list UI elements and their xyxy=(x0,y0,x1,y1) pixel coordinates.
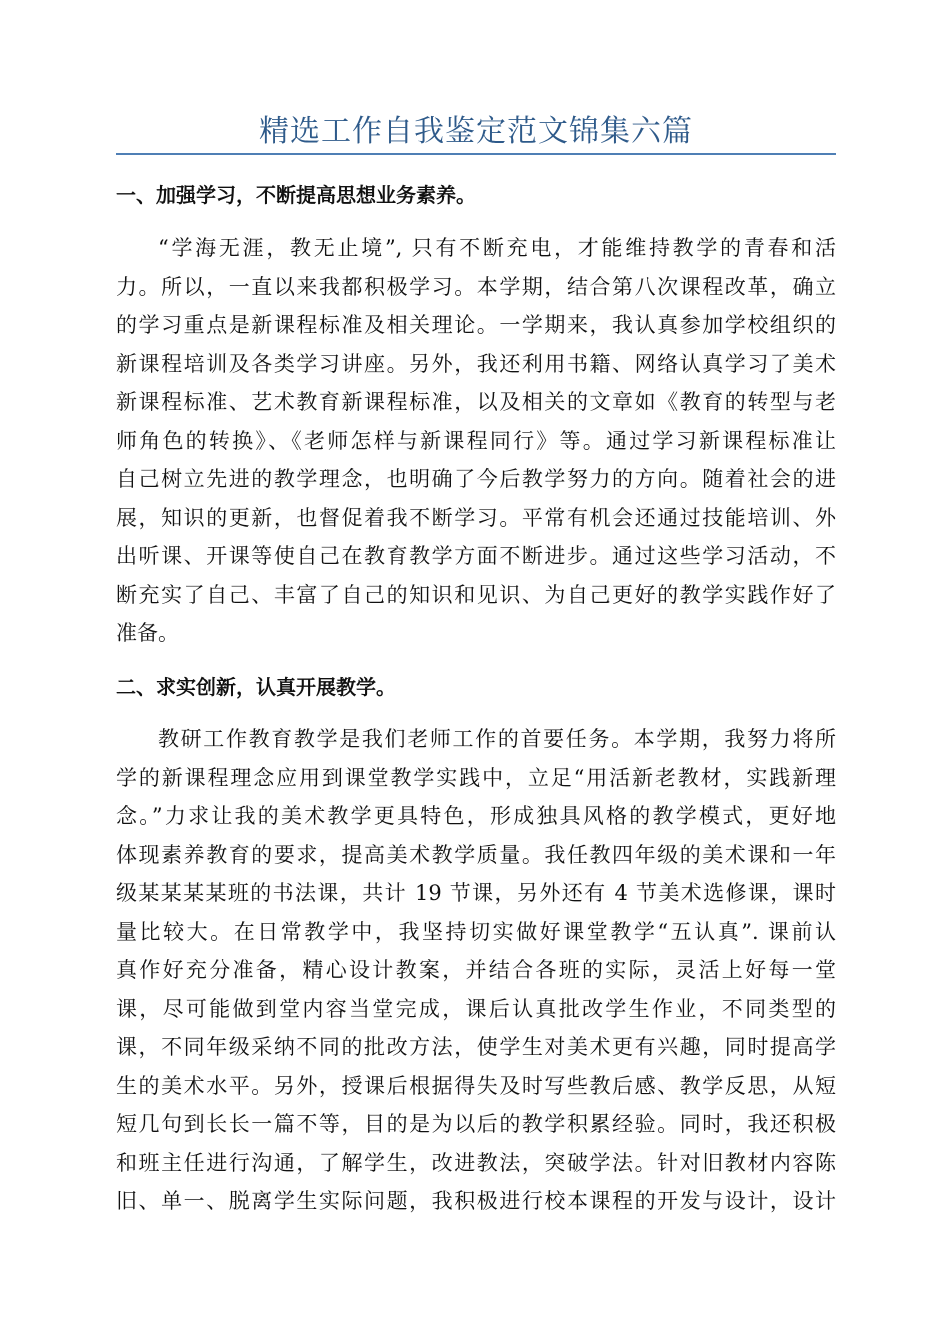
document-title: 精选工作自我鉴定范文锦集六篇 xyxy=(259,114,693,149)
paragraph-line: 展，知识的更新，也督促着我不断学习。平常有机会还通过技能培训、外 xyxy=(116,505,836,530)
paragraph-line: 教研工作教育教学是我们老师工作的首要任务。本学期，我努力将所 xyxy=(158,727,836,751)
paragraph-line: 新课程标准、艺术教育新课程标准，以及相关的文章如《教育的转型与老 xyxy=(116,390,836,414)
paragraph-line: 体现素养教育的要求，提高美术教学质量。我任教四年级的美术课和一年 xyxy=(116,842,836,867)
section-heading-1: 一、加强学习，不断提高思想业务素养。 xyxy=(116,183,476,207)
paragraph-line: 的学习重点是新课程标准及相关理论。一学期来，我认真参加学校组织的 xyxy=(116,313,836,337)
paragraph-line: 学的新课程理念应用到课堂教学实践中，立足“用活新老教材，实践新理 xyxy=(116,765,836,790)
section-paragraph-1 xyxy=(116,229,836,653)
paragraph-line: “学海无涯，教无止境”, 只有不断充电，才能维持教学的青春和活 xyxy=(158,236,836,260)
paragraph-line: 级某某某某班的书法课，共计 19 节课，另外还有 4 节美术选修课，课时 xyxy=(116,881,836,905)
paragraph-line: 短几句到长长一篇不等，目的是为以后的教学积累经验。同时，我还积极 xyxy=(116,1112,836,1136)
paragraph-line: 旧、单一、脱离学生实际问题，我积极进行校本课程的开发与设计，设计 xyxy=(116,1189,836,1213)
paragraph-line: 课，不同年级采纳不同的批改方法，使学生对美术更有兴趣，同时提高学 xyxy=(116,1035,836,1059)
paragraph-line: 师角色的转换》、《老师怎样与新课程同行》等。通过学习新课程标准让 xyxy=(116,428,836,453)
title-underline xyxy=(116,153,836,155)
paragraph-line: 念。”力求让我的美术教学更具特色，形成独具风格的教学模式，更好地 xyxy=(116,804,836,828)
paragraph-line: 出听课、开课等使自己在教育教学方面不断进步。通过这些学习活动，不 xyxy=(116,544,836,568)
paragraph-line: 准备。 xyxy=(116,621,179,645)
paragraph-line: 新课程培训及各类学习讲座。另外，我还利用书籍、网络认真学习了美术 xyxy=(116,351,836,376)
paragraph-line: 真作好充分准备，精心设计教案，并结合各班的实际，灵活上好每一堂 xyxy=(116,958,836,982)
paragraph-line: 力。所以，一直以来我都积极学习。本学期，结合第八次课程改革，确立 xyxy=(116,274,836,299)
paragraph-line: 断充实了自己、丰富了自己的知识和见识、为自己更好的教学实践作好了 xyxy=(116,582,836,607)
paragraph-line: 生的美术水平。另外，授课后根据得失及时写些教后感、教学反思，从短 xyxy=(116,1073,836,1098)
paragraph-line: 和班主任进行沟通，了解学生，改进教法，突破学法。针对旧教材内容陈 xyxy=(116,1150,836,1175)
paragraph-line: 自己树立先进的教学理念，也明确了今后教学努力的方向。随着社会的进 xyxy=(116,467,836,491)
paragraph-line: 课，尽可能做到堂内容当堂完成，课后认真批改学生作业，不同类型的 xyxy=(116,996,836,1021)
section-paragraph-2 xyxy=(116,720,836,1221)
section-heading-2: 二、求实创新，认真开展教学。 xyxy=(116,675,396,699)
paragraph-line: 量比较大。在日常教学中，我坚持切实做好课堂教学“五认真”. 课前认 xyxy=(116,919,836,944)
